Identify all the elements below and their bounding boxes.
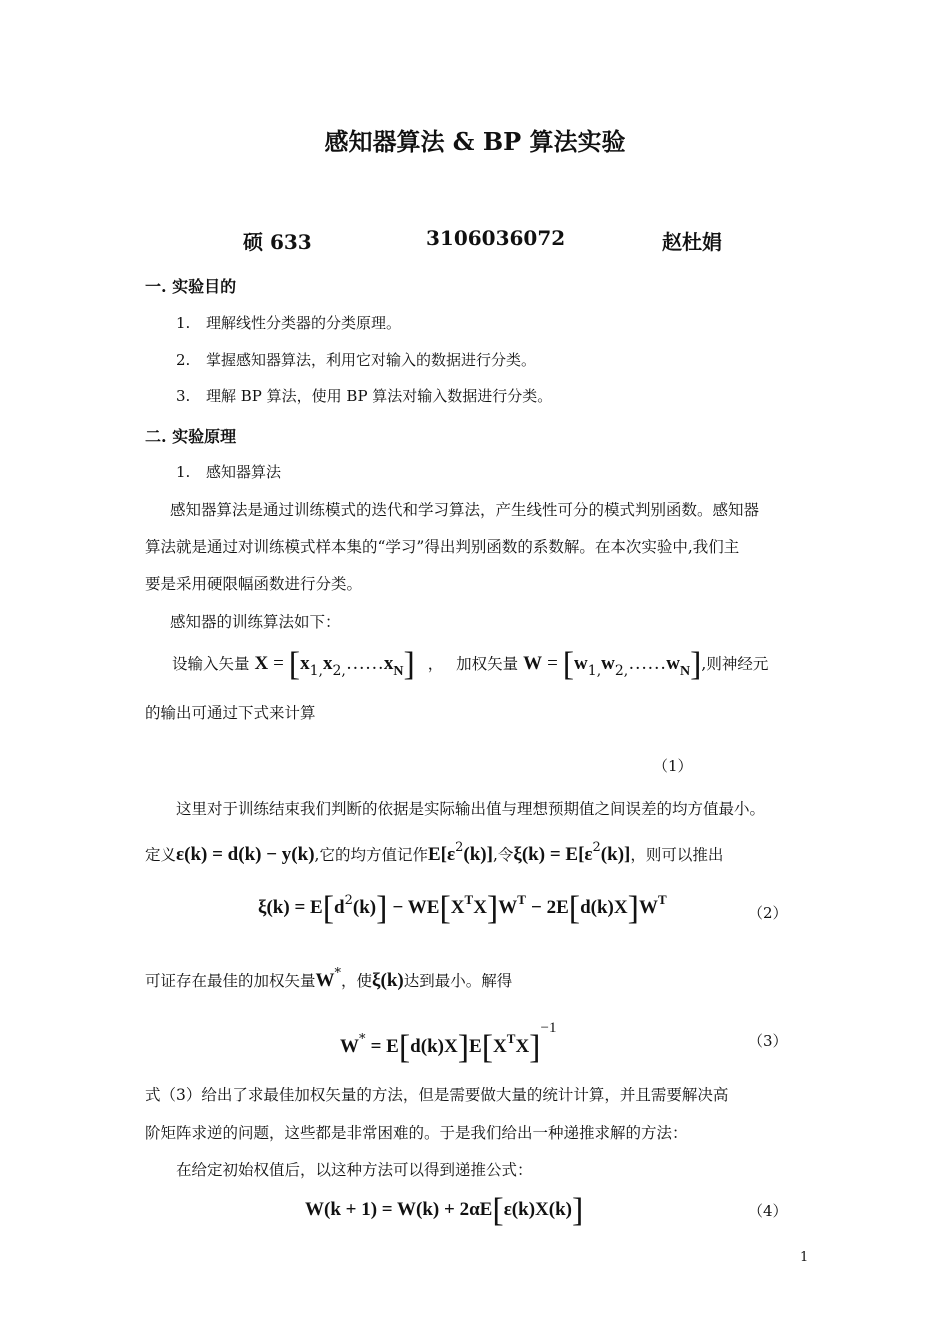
paragraph-line: 在给定初始权值后，以这种方法可以得到递推公式： xyxy=(176,1161,533,1179)
list-text: 理解 BP 算法，使用 BP 算法对输入数据进行分类。 xyxy=(206,387,553,405)
list-text: 理解线性分类器的分类原理。 xyxy=(206,314,402,332)
list-text: 掌握感知器算法，利用它对输入的数据进行分类。 xyxy=(206,351,537,369)
subsection-title xyxy=(176,461,281,482)
section-heading-principle: 二. 实验原理 xyxy=(145,427,237,446)
section-heading-purpose: 一. 实验目的 xyxy=(145,277,237,296)
list-item xyxy=(176,385,552,406)
definition-line: 定义ε(k) = d(k) − y(k),它的均方值记作$E[\varepsilon^2(k)]$,令$\xi(k) = E[\varepsilon^2(k)]$，则可以推出 xyxy=(145,840,724,865)
list-number: 1. xyxy=(176,463,191,481)
paragraph-line: 这里对于训练结束我们判断的依据是实际输出值与理想预期值之间误差的均方值最小。 xyxy=(176,800,766,818)
author-class: 硕 633 xyxy=(243,230,312,254)
list-number: 3. xyxy=(176,387,191,405)
paragraph-line: 要是采用硬限幅函数进行分类。 xyxy=(145,575,363,593)
page-number: 1 xyxy=(800,1250,809,1265)
equation-3: $W^* = E[d(k)X]E[X^TX]-1$ xyxy=(340,1020,557,1066)
input-vector-line: 设输入矢量 X = [x1,x2,……xN] ， 加权矢量 W = [w1,w2,……wN],则神经元 xyxy=(172,646,769,683)
list-number: 2. xyxy=(176,351,191,369)
equation-number: （1） xyxy=(653,757,693,775)
list-item xyxy=(176,312,401,333)
paragraph-line: 阶矩阵求逆的问题，这些都是非常困难的。于是我们给出一种递推求解的方法： xyxy=(145,1124,688,1142)
paragraph-line: 可证存在最佳的加权矢量W*，使ξ(k)达到最小。解得 xyxy=(145,966,513,991)
paragraph-line: 算法就是通过对训练模式样本集的“学习”得出判别函数的系数解。在本次实验中,我们主 xyxy=(145,538,740,556)
equation-number: （4） xyxy=(748,1202,788,1220)
equation-number: （3） xyxy=(748,1032,788,1050)
author-id: 3106036072 xyxy=(426,226,566,250)
document-title: 感知器算法 & BP 算法实验 xyxy=(324,127,626,156)
paragraph-line: 的输出可通过下式来计算 xyxy=(145,704,316,722)
paragraph-line: 感知器的训练算法如下： xyxy=(170,613,341,631)
list-text: 感知器算法 xyxy=(206,463,282,481)
list-number: 1. xyxy=(176,314,191,332)
list-item xyxy=(176,349,536,370)
equation-number: （2） xyxy=(748,904,788,922)
paragraph-line: 感知器算法是通过训练模式的迭代和学习算法，产生线性可分的模式判别函数。感知器 xyxy=(170,501,760,519)
equation-4: W(k + 1) = W(k) + 2αE[ε(k)X(k)] xyxy=(305,1192,584,1229)
author-name: 赵杜娟 xyxy=(662,230,722,254)
paragraph-line: 式（3）给出了求最佳加权矢量的方法，但是需要做大量的统计计算，并且需要解决高 xyxy=(145,1086,729,1104)
equation-2: $\xi(k) = E[d^2(k)] - WE[X^TX]W^T - 2E[d(k)X]W^T$ xyxy=(258,890,667,927)
